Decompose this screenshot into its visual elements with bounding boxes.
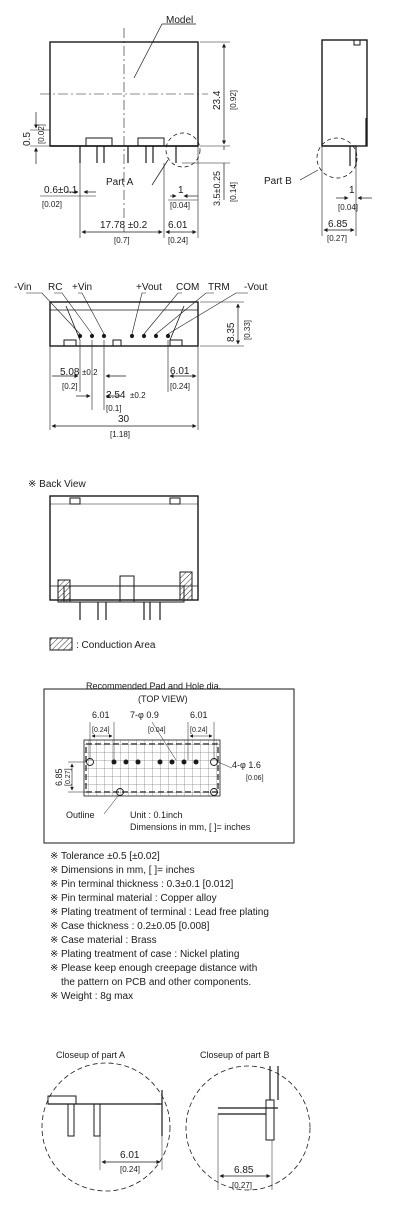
note-line: ※ Pin terminal thickness : 0.3±0.1 [0.012] xyxy=(50,879,234,890)
pin-label-pos-vin: +Vin xyxy=(72,282,93,293)
top-offset-inch-label: [0.02] xyxy=(37,123,46,144)
part-b-leader xyxy=(300,170,318,180)
bottom-pin-dot xyxy=(78,334,81,337)
side-pin-thickness-inch-label: [0.04] xyxy=(338,203,359,212)
bottom-key xyxy=(113,340,121,346)
pad-layout-title: Recommended Pad and Hole dia. xyxy=(86,681,222,691)
dims-unit-label: Dimensions in mm, [ ]= inches xyxy=(130,822,251,832)
pad-right-dim: 6.01 xyxy=(190,710,208,720)
pin-hole xyxy=(194,760,198,764)
pin-label-neg-vout: -Vout xyxy=(244,282,268,293)
note-line: ※ Weight : 8g max xyxy=(50,991,134,1002)
unit-label: Unit : 0.1inch xyxy=(130,810,183,820)
pad-left-dim-inch: [0.24] xyxy=(92,727,110,734)
note-line: ※ Dimensions in mm, [ ]= inches xyxy=(50,865,195,876)
pin-hole xyxy=(182,760,186,764)
pad-grid xyxy=(84,740,220,796)
pin-width-inch-label: [0.02] xyxy=(42,200,63,209)
bottom-body xyxy=(50,302,198,346)
pin-length-label: 3.5±0.25 xyxy=(212,171,222,206)
conduction-legend-label: : Conduction Area xyxy=(76,640,156,651)
pad-holes-label: 7-φ 0.9 xyxy=(130,710,159,720)
closeup-a-title: Closeup of part A xyxy=(56,1050,126,1060)
bottom-pin-dot xyxy=(154,334,157,337)
pad-holes-inch: [0.04] xyxy=(148,727,166,734)
bottom-d2-tol: ±0.2 xyxy=(130,391,146,400)
top-offset-label: 0.5 xyxy=(22,132,33,146)
pad-left-dim: 6.01 xyxy=(92,710,110,720)
bottom-height-inch-label: [0.33] xyxy=(243,319,252,340)
bottom-pin-dot xyxy=(166,334,169,337)
closeup-a xyxy=(42,1063,170,1191)
side-view xyxy=(300,40,372,236)
model-label: Model xyxy=(166,15,194,26)
closeup-a-dim: 6.01 xyxy=(120,1150,140,1161)
note-line: ※ Tolerance ±0.5 [±0.02] xyxy=(50,851,160,862)
note-line: ※ Plating treatment of terminal : Lead free plating xyxy=(50,907,269,918)
bottom-foot-left xyxy=(64,340,76,346)
height-label: 23.4 xyxy=(212,90,223,110)
back-center-block xyxy=(120,576,134,602)
part-a-circle xyxy=(166,133,200,167)
pad-right-dim-inch: [0.24] xyxy=(190,727,208,734)
pin-thickness-label: 1 xyxy=(178,185,184,196)
side-body xyxy=(322,40,367,146)
outline-label: Outline xyxy=(66,810,95,820)
back-body xyxy=(50,496,198,600)
closeup-a-bracket xyxy=(48,1096,76,1104)
closeup-a-pin xyxy=(94,1104,100,1136)
bottom-pin-dot xyxy=(130,334,133,337)
note-line-continued: the pattern on PCB and other components. xyxy=(61,977,252,988)
bottom-pin-dot xyxy=(102,334,105,337)
closeup-a-pin xyxy=(68,1104,74,1136)
note-line: ※ Pin terminal material : Copper alloy xyxy=(50,893,217,904)
closeup-b-pin xyxy=(266,1100,274,1140)
part-b-circle xyxy=(317,138,357,178)
conduction-legend-swatch xyxy=(50,638,72,650)
pin-label-pos-vout: +Vout xyxy=(136,282,162,293)
side-tab xyxy=(354,40,360,45)
bottom-d1-tol: ±0.2 xyxy=(82,368,98,377)
back-view xyxy=(50,496,198,650)
bottom-pin-dot xyxy=(142,334,145,337)
bottom-height-label: 8.35 xyxy=(226,322,237,342)
side-pin-thickness-label: 1 xyxy=(349,185,355,196)
closeup-b-title: Closeup of part B xyxy=(200,1050,270,1060)
pad-height-label: 6.85 xyxy=(54,768,64,786)
closeup-b-dim: 6.85 xyxy=(234,1165,254,1176)
bottom-view xyxy=(26,293,248,430)
width-label: 30 xyxy=(118,414,130,425)
back-tab-left xyxy=(70,498,80,504)
closeup-a-dim-inch: [0.24] xyxy=(120,1165,141,1174)
note-line: ※ Case material : Brass xyxy=(50,935,157,946)
bottom-d1-inch-label: [0.2] xyxy=(62,382,78,391)
pad-layout-subtitle: (TOP VIEW) xyxy=(138,694,188,704)
width-inch-label: [1.18] xyxy=(110,430,131,439)
part-b-label: Part B xyxy=(264,176,292,187)
pad-height-inch: [0.27] xyxy=(65,768,72,786)
edge-inch-label: [0.24] xyxy=(168,236,189,245)
pin-hole xyxy=(170,760,174,764)
front-bracket-left xyxy=(86,138,112,146)
bottom-foot-right xyxy=(170,340,182,346)
mount-hole-inch: [0.06] xyxy=(246,775,264,782)
edge-label: 6.01 xyxy=(168,220,188,231)
depth-label: 6.85 xyxy=(328,219,348,230)
pin-thickness-inch-label: [0.04] xyxy=(170,201,191,210)
closeup-b-dim-inch: [0.27] xyxy=(232,1181,253,1190)
pin-hole xyxy=(124,760,128,764)
bottom-d3-inch-label: [0.24] xyxy=(170,382,191,391)
pin-label-trm: TRM xyxy=(208,282,230,293)
pin-hole xyxy=(136,760,140,764)
note-line: ※ Plating treatment of case : Nickel plating xyxy=(50,949,240,960)
bottom-d3-label: 6.01 xyxy=(170,366,190,377)
pin-label-rc: RC xyxy=(48,282,63,293)
note-line: ※ Case thickness : 0.2±0.05 [0.008] xyxy=(50,921,210,932)
front-bracket-right xyxy=(138,138,164,146)
part-a-leader xyxy=(152,160,168,185)
pitch-label: 17.78 ±0.2 xyxy=(100,220,148,231)
bottom-d2-inch-label: [0.1] xyxy=(106,404,122,413)
back-view-title: ※ Back View xyxy=(28,479,86,490)
mount-hole-label: 4-φ 1.6 xyxy=(232,760,261,770)
note-line: ※ Please keep enough creepage distance with xyxy=(50,963,258,974)
pitch-inch-label: [0.7] xyxy=(114,236,130,245)
bottom-pin-dot xyxy=(90,334,93,337)
bottom-d2-label: 2.54 xyxy=(106,390,126,401)
part-a-label: Part A xyxy=(106,177,134,188)
pin-hole xyxy=(158,760,162,764)
closeup-a-circle xyxy=(42,1063,170,1191)
pin-label-com: COM xyxy=(176,282,200,293)
depth-inch-label: [0.27] xyxy=(327,234,348,243)
height-inch-label: [0.92] xyxy=(229,89,238,110)
pin-label-neg-vin: -Vin xyxy=(14,282,32,293)
back-tab-right xyxy=(170,498,180,504)
model-leader xyxy=(134,24,162,78)
bottom-d1-label: 5.08 xyxy=(60,367,80,378)
pin-hole xyxy=(112,760,116,764)
pin-width-label: 0.6±0.1 xyxy=(44,185,78,196)
pin-length-inch-label: [0.14] xyxy=(229,181,238,202)
